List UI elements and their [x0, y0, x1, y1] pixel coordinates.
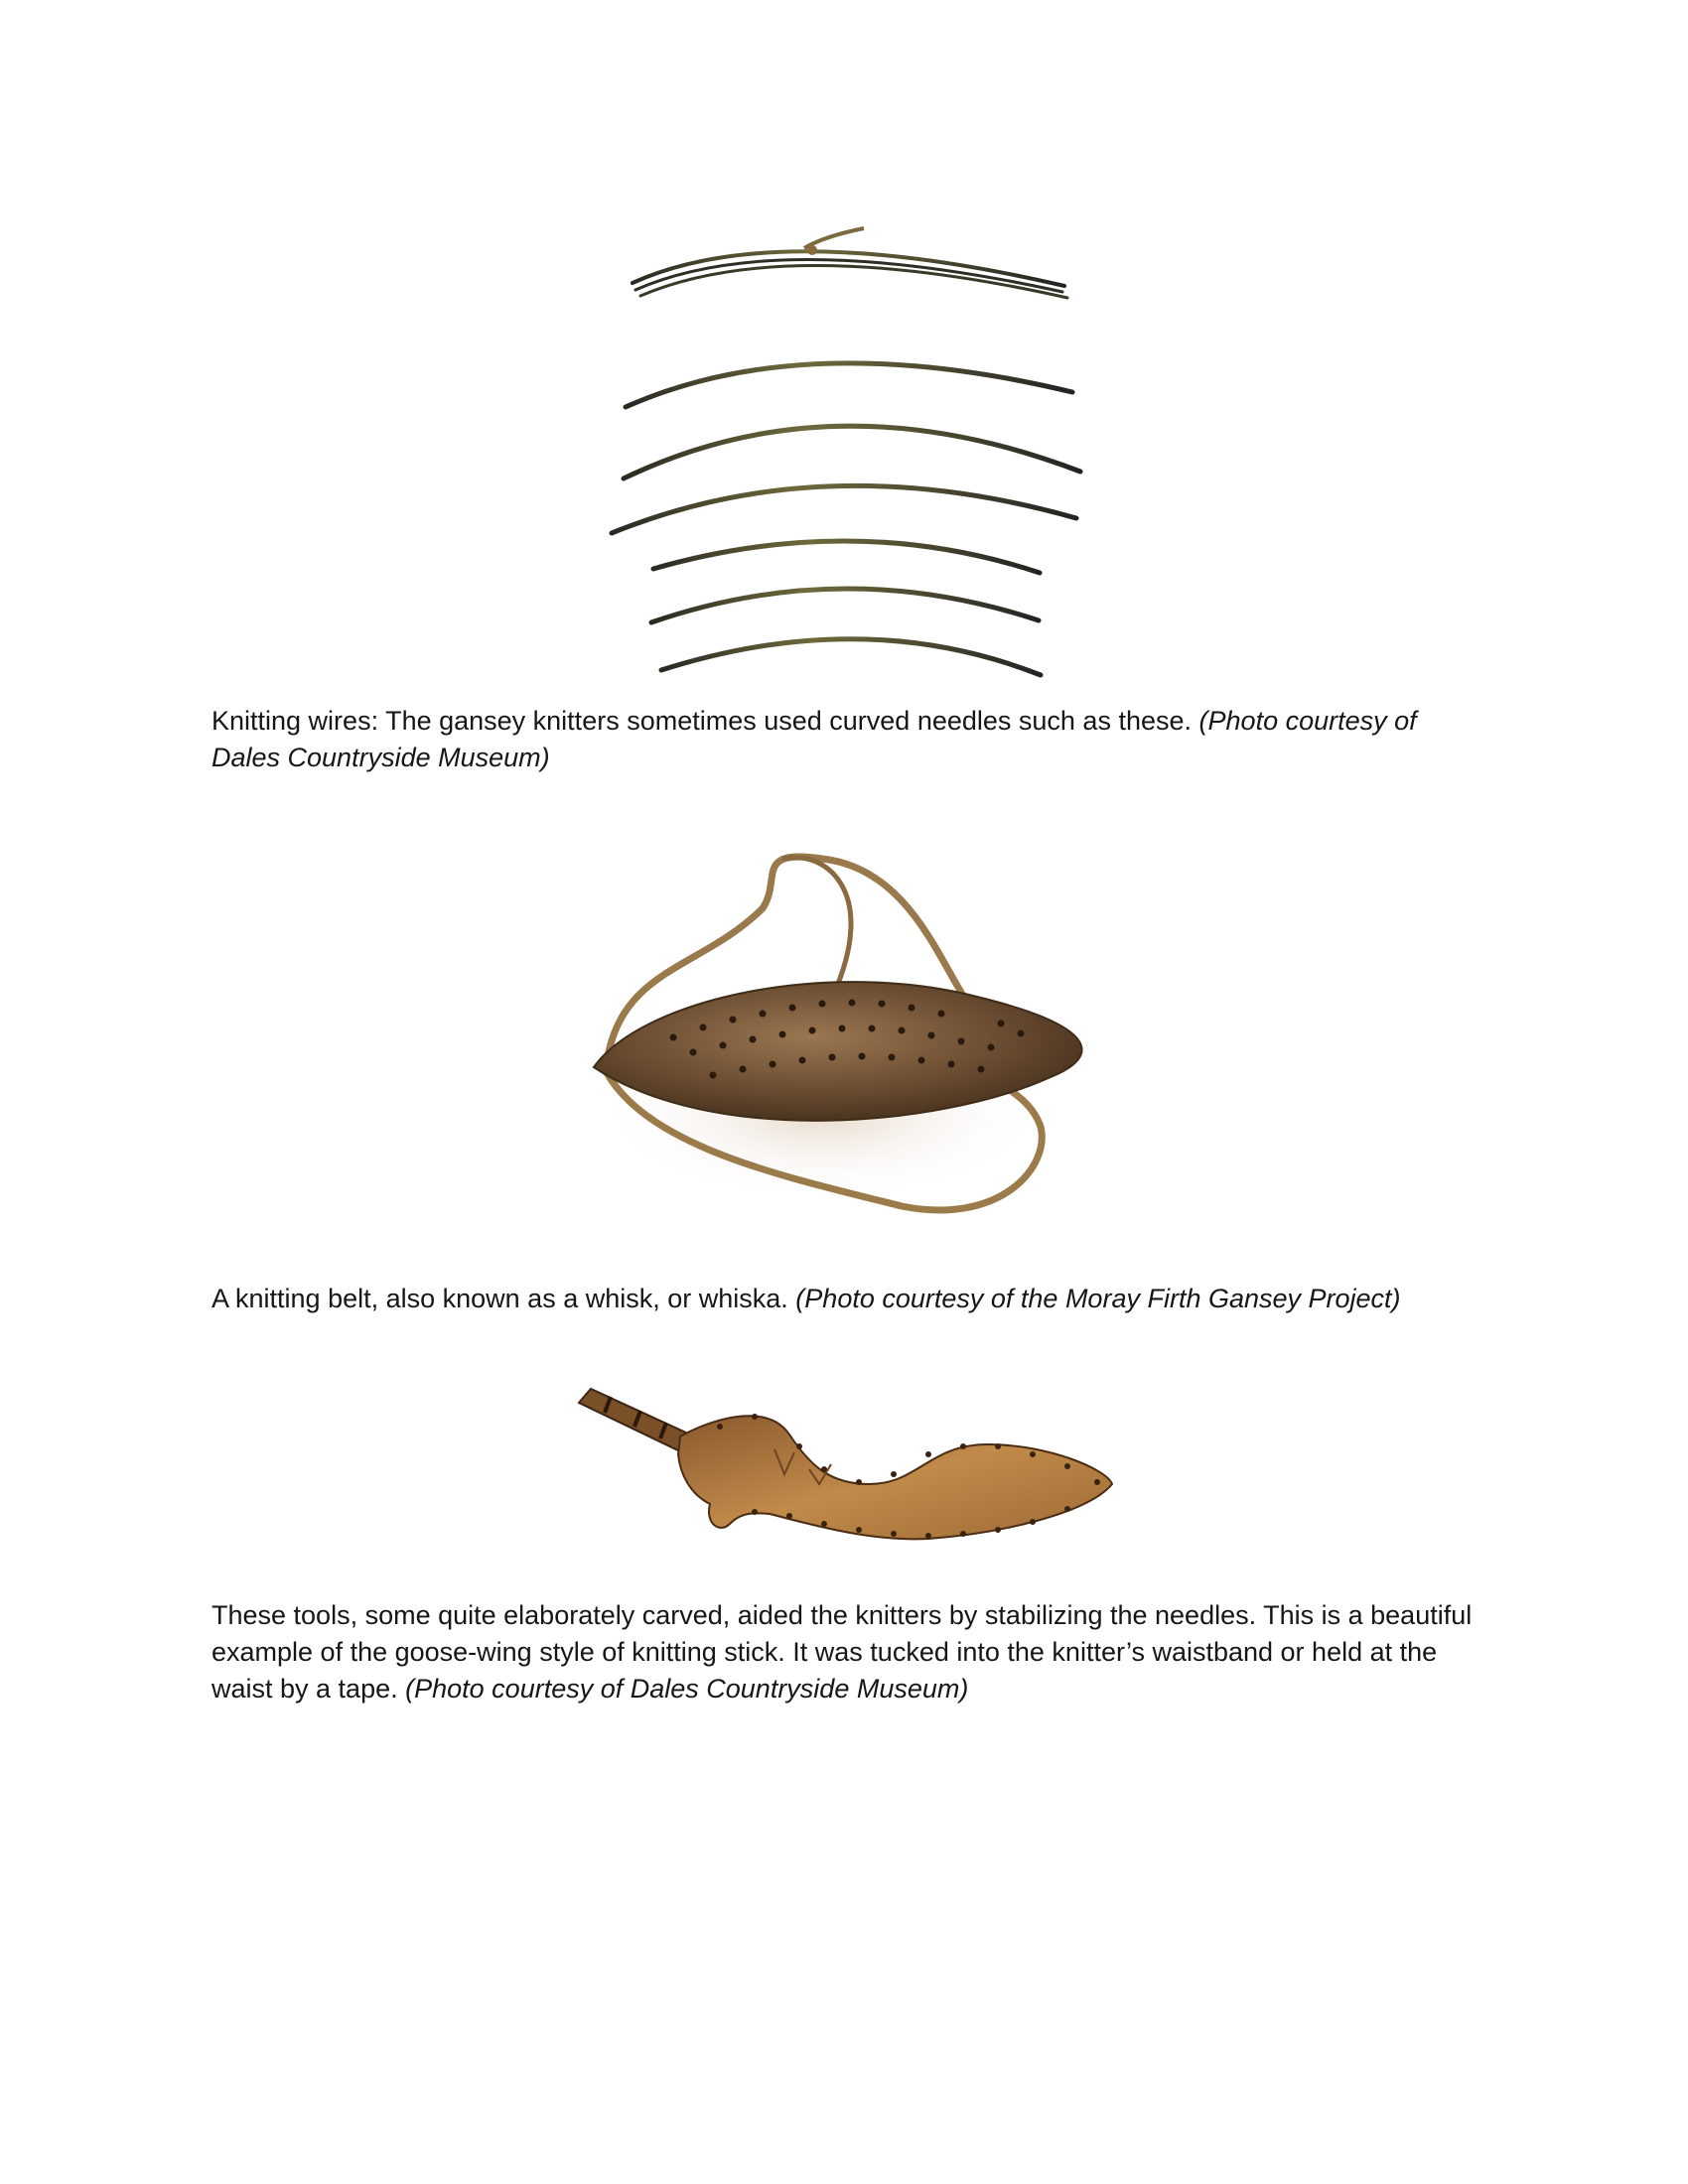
photo-credit: (Photo courtesy of the Moray Firth Gansey Project) [795, 1284, 1401, 1313]
wire-2 [624, 426, 1080, 478]
stick-wing [678, 1416, 1112, 1539]
caption-text: Knitting wires: The gansey knitters sometimes used curved needles such as these. [211, 706, 1193, 736]
knitting-belt-photo [584, 849, 1110, 1266]
knitting-stick-photo [571, 1375, 1127, 1573]
caption-knitting-wires [211, 703, 1482, 776]
knitting-wires-photo [596, 208, 1092, 685]
wire-5 [651, 589, 1039, 622]
wire-bundle [633, 251, 1064, 286]
wire-3 [612, 485, 1076, 533]
stick-handle [579, 1389, 690, 1452]
wire-6 [661, 639, 1041, 675]
photo-credit: (Photo courtesy of Dales Countryside Museum) [405, 1674, 969, 1704]
caption-knitting-stick [211, 1597, 1482, 1707]
caption-text: A knitting belt, also known as a whisk, or whiska. [211, 1284, 788, 1313]
caption-knitting-belt [211, 1281, 1482, 1317]
wire-1 [626, 363, 1072, 407]
photo-credit: (Photo courtesy of Dales Countryside Museum) [211, 706, 1417, 772]
wire-4 [653, 541, 1040, 573]
caption-text: These tools, some quite elaborately carved, aided the knitters by stabilizing the needles. This is a beautiful example of the goose-wing style of knitting stick. It was tucked into the knitter’s waistband or held at the waist by a tape. [211, 1600, 1473, 1704]
